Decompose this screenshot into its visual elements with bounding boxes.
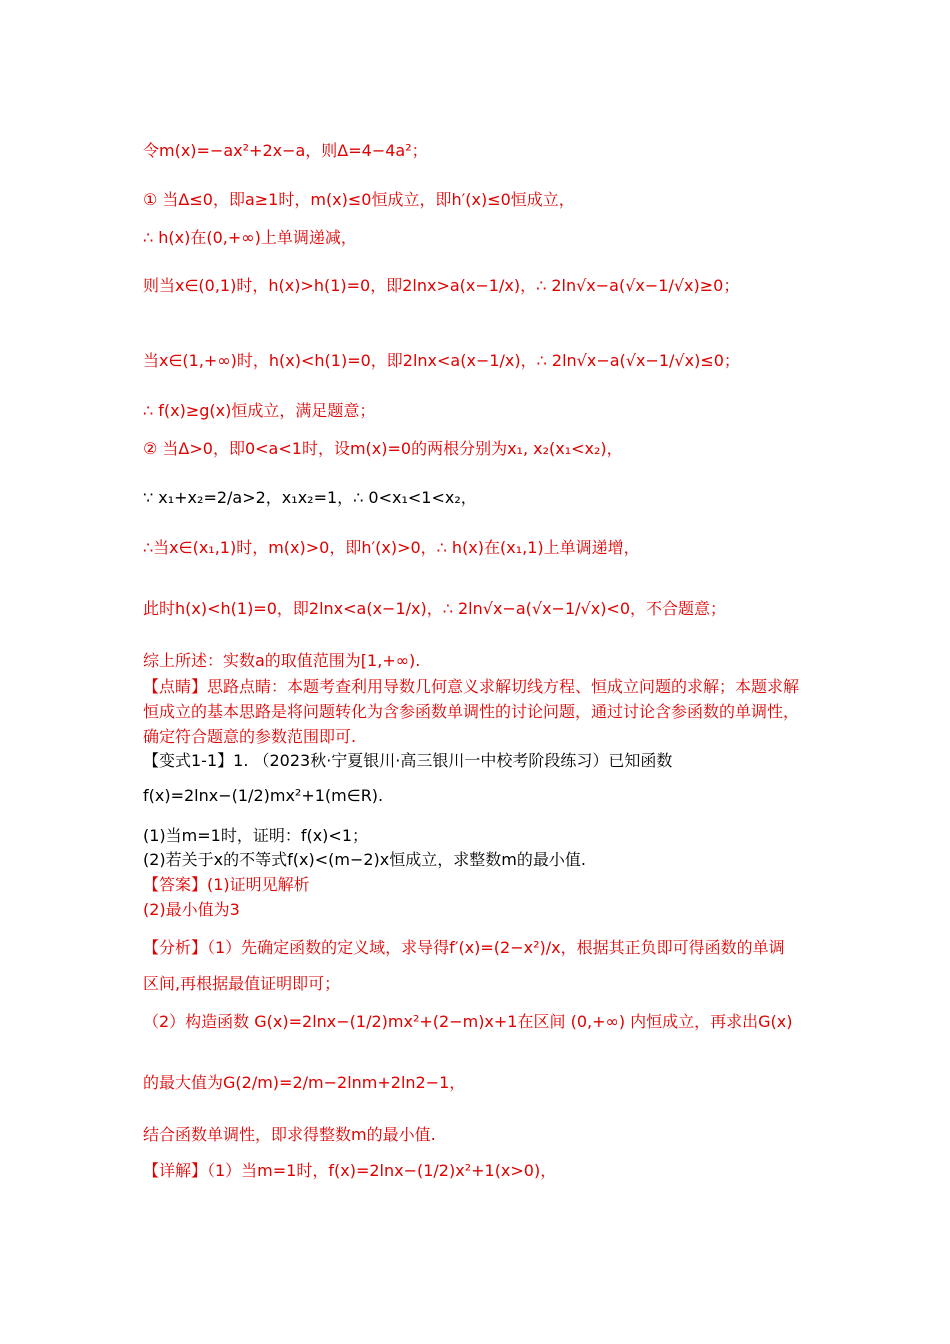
text-line: 此时h(x)<h(1)=0，即2lnx<a(x−1/x)，∴ 2ln√x−a(√x−1/√x)<0，不合题意； (143, 599, 727, 618)
text-line: 【分析】（1）先确定函数的定义域，求导得f′(x)=(2−x²)/x，根据其正负即可得函数的单调 (143, 938, 785, 957)
text-line: 则当x∈(0,1)时，h(x)>h(1)=0，即2lnx>a(x−1/x)，∴ 2ln√x−a(√x−1/√x)≥0； (143, 276, 740, 295)
text-line: 结合函数单调性，即求得整数m的最小值. (143, 1125, 436, 1144)
text-line: 区间,再根据最值证明即可； (143, 974, 341, 993)
text-line: ∴当x∈(x₁,1)时，m(x)>0，即h′(x)>0，∴ h(x)在(x₁,1)上单调递增， (143, 538, 640, 557)
text-paragraph: 【点睛】思路点睛：本题考查利用导数几何意义求解切线方程、恒成立问题的求解；本题求解恒成立的基本思路是将问题转化为含参函数单调性的讨论问题，通过讨论含参函数的单调性，确定符合题意的参数范围即可. (143, 677, 800, 746)
text-line: ∴ f(x)≥g(x)恒成立，满足题意； (143, 401, 376, 420)
text-line: ② 当Δ>0，即0<a<1时，设m(x)=0的两根分别为x₁, x₂(x₁<x₂)， (143, 439, 623, 458)
text-line: (1)当m=1时，证明：f(x)<1； (143, 826, 369, 845)
text-line: 【变式1-1】1. （2023秋·宁夏银川·高三银川一中校考阶段练习）已知函数 (143, 751, 673, 770)
text-line: 的最大值为G(2/m)=2/m−2lnm+2ln2−1， (143, 1073, 466, 1092)
text-line: (2)最小值为3 (143, 900, 240, 919)
text-line: 【详解】（1）当m=1时，f(x)=2lnx−(1/2)x²+1(x>0)， (143, 1161, 557, 1180)
text-line: 令m(x)=−ax²+2x−a，则Δ=4−4a²； (143, 141, 428, 160)
text-line: (2)若关于x的不等式f(x)<(m−2)x恒成立，求整数m的最小值. (143, 850, 586, 869)
text-line: ∴ h(x)在(0,+∞)上单调递减， (143, 228, 357, 247)
text-line: 【答案】(1)证明见解析 (143, 875, 310, 894)
text-line: （2）构造函数 G(x)=2lnx−(1/2)mx²+(2−m)x+1在区间 (0,+∞) 内恒成立，再求出G(x) (143, 1012, 793, 1031)
text-line: 综上所述：实数a的取值范围为[1,+∞). (143, 651, 421, 670)
text-line: ① 当Δ≤0，即a≥1时，m(x)≤0恒成立，即h′(x)≤0恒成立， (143, 190, 575, 209)
text-line: 当x∈(1,+∞)时，h(x)<h(1)=0，即2lnx<a(x−1/x)，∴ 2ln√x−a(√x−1/√x)≤0； (143, 351, 740, 370)
text-line: ∵ x₁+x₂=2/a>2，x₁x₂=1，∴ 0<x₁<1<x₂， (143, 488, 477, 507)
text-line: f(x)=2lnx−(1/2)mx²+1(m∈R). (143, 786, 384, 805)
